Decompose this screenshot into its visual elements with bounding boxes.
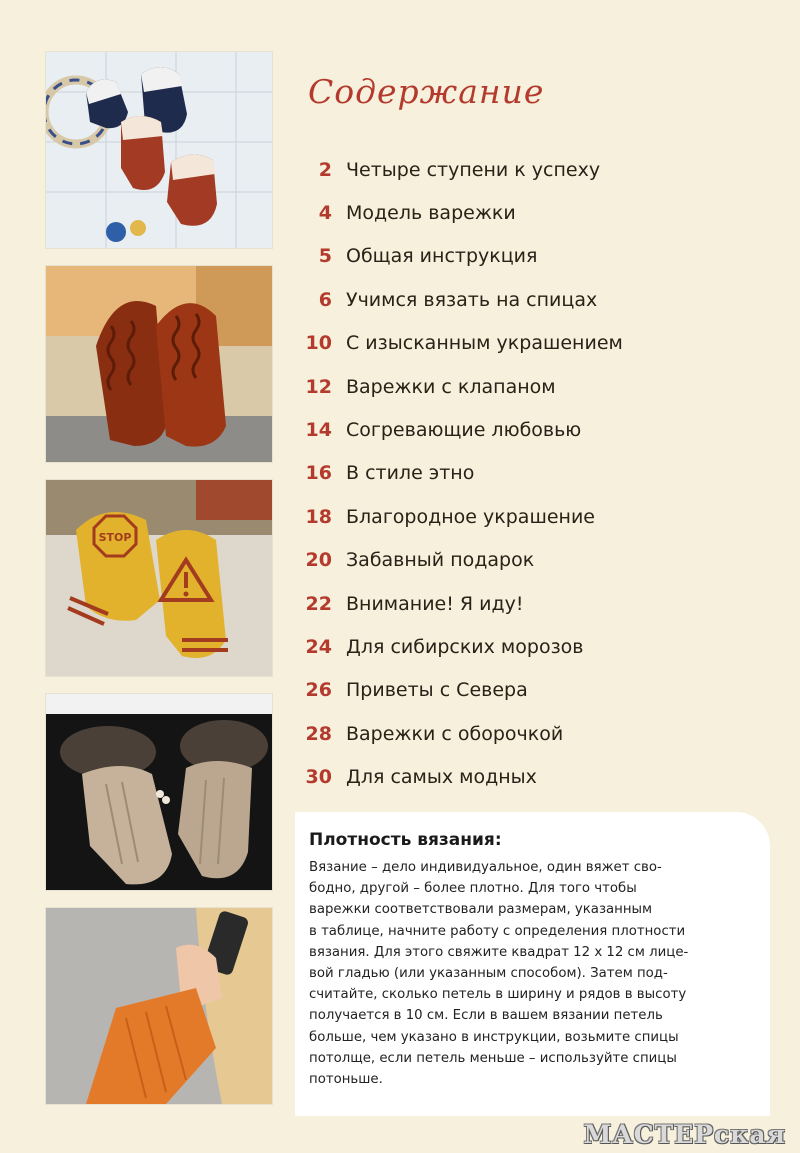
toc-page-number: 22 <box>305 592 332 615</box>
toc-entry-title: Четыре ступени к успеху <box>346 158 601 181</box>
toc-entry-title: Для сибирских морозов <box>346 635 584 658</box>
toc-entry[interactable] <box>300 191 760 234</box>
gauge-line: потоньше. <box>309 1072 383 1088</box>
toc-entry-title: Внимание! Я иду! <box>346 592 524 615</box>
toc-page-number: 24 <box>305 635 332 658</box>
gauge-line: больше, чем указано в инструкции, возьмите спицы <box>309 1029 679 1045</box>
toc-page-number: 6 <box>318 288 332 311</box>
orange-cuff-image <box>46 908 272 1104</box>
cable-mittens-image <box>46 266 272 462</box>
toc-entry[interactable] <box>300 582 760 625</box>
gauge-line: в таблице, начните работу с определения плотности <box>309 923 686 939</box>
fur-mittens-image <box>46 694 272 890</box>
toc-entry-title: Благородное украшение <box>346 505 595 528</box>
toc-page-number: 5 <box>318 245 332 268</box>
gauge-line: вязания. Для этого свяжите квадрат 12 х 12 см лице- <box>309 944 689 960</box>
toc-page-number: 28 <box>305 722 332 745</box>
toc-entry[interactable] <box>300 539 760 582</box>
toc-page-number: 16 <box>305 462 332 485</box>
toc-entry[interactable] <box>300 755 760 798</box>
toc-entry-title: Учимся вязать на спицах <box>346 288 598 311</box>
toc-entry[interactable] <box>300 625 760 668</box>
toc-entry[interactable] <box>300 148 760 191</box>
toc-entry-title: Забавный подарок <box>346 549 535 572</box>
toc-entry[interactable] <box>300 235 760 278</box>
photo-stop-mittens <box>46 480 272 676</box>
table-of-contents <box>300 148 760 799</box>
toc-page-number: 2 <box>318 158 332 181</box>
gauge-line: бодно, другой – более плотно. Для того чтобы <box>309 881 637 897</box>
toc-entry[interactable] <box>300 669 760 712</box>
gauge-line: потолще, если петель меньше – используйте спицы <box>309 1050 677 1066</box>
toc-entry[interactable] <box>300 452 760 495</box>
stop-mittens-image <box>46 480 272 676</box>
toc-page-number: 10 <box>305 332 332 355</box>
toc-entry-title: С изысканным украшением <box>346 332 623 355</box>
photo-cable-mittens <box>46 266 272 462</box>
toc-entry-title: Приветы с Севера <box>346 679 528 702</box>
toc-page-number: 18 <box>305 505 332 528</box>
toc-entry-title: Варежки с клапаном <box>346 375 556 398</box>
gauge-line: считайте, сколько петель в ширину и рядов в высоту <box>309 987 687 1003</box>
baby-mittens-image <box>46 52 272 248</box>
gauge-info-panel <box>295 812 770 1116</box>
toc-entry-title: Общая инструкция <box>346 245 538 268</box>
gauge-text <box>309 857 756 1090</box>
toc-page-number: 14 <box>305 419 332 442</box>
gauge-line: вой гладью (или указанным способом). Затем под- <box>309 966 668 982</box>
gauge-line: Вязание – дело индивидуальное, один вяжет сво- <box>309 860 662 875</box>
toc-page-number: 4 <box>318 202 332 225</box>
watermark-logo: МАСТЕРская <box>583 1120 786 1149</box>
photo-fur-mittens <box>46 694 272 890</box>
toc-entry-title: Варежки с оборочкой <box>346 722 564 745</box>
photo-orange-cuff <box>46 908 272 1104</box>
gauge-line: варежки соответствовали размерам, указанным <box>309 902 653 918</box>
toc-entry[interactable] <box>300 278 760 321</box>
photo-column <box>46 52 272 1122</box>
toc-entry[interactable] <box>300 495 760 538</box>
toc-entry[interactable] <box>300 365 760 408</box>
gauge-line: получается в 10 см. Если в вашем вязании петель <box>309 1008 663 1024</box>
page-title: Содержание <box>308 72 545 111</box>
toc-entry-title: В стиле этно <box>346 462 475 485</box>
gauge-heading: Плотность вязания: <box>309 830 502 850</box>
toc-page-number: 20 <box>305 549 332 572</box>
stop-sign-text: STOP <box>98 531 132 544</box>
toc-entry[interactable] <box>300 712 760 755</box>
toc-entry[interactable] <box>300 322 760 365</box>
toc-page-number: 30 <box>305 766 332 789</box>
toc-entry-title: Согревающие любовью <box>346 419 582 442</box>
toc-entry-title: Для самых модных <box>346 766 537 789</box>
toc-entry[interactable] <box>300 408 760 451</box>
toc-page-number: 26 <box>305 679 332 702</box>
photo-baby-mittens <box>46 52 272 248</box>
toc-page-number: 12 <box>305 375 332 398</box>
toc-entry-title: Модель варежки <box>346 202 516 225</box>
